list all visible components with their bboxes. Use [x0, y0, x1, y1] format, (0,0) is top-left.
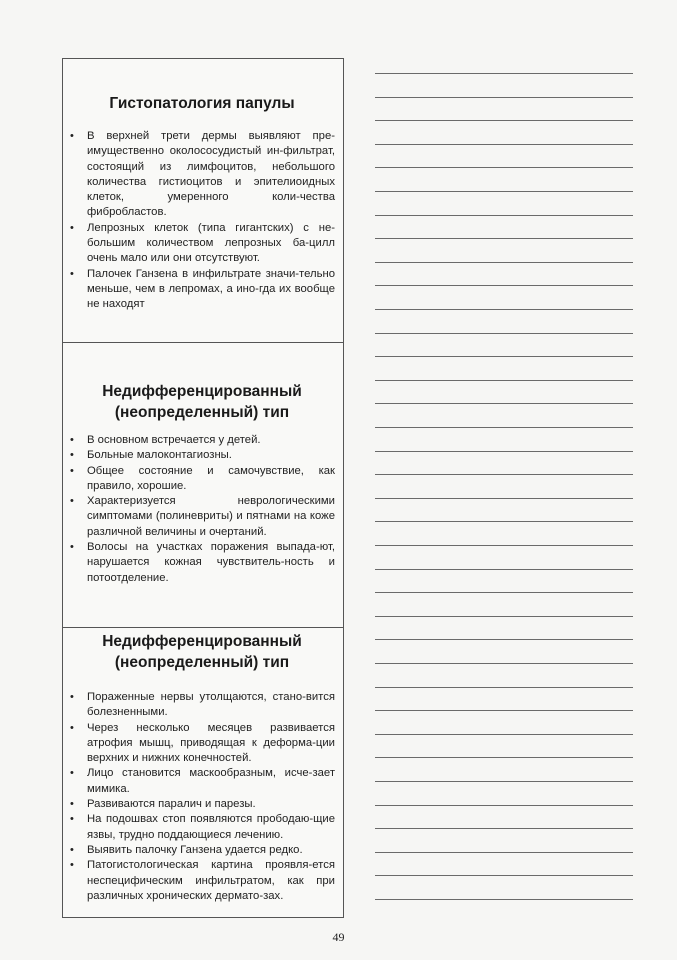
list-item	[69, 221, 335, 267]
ruled-line	[375, 191, 633, 192]
ruled-line	[375, 639, 633, 640]
ruled-line	[375, 521, 633, 522]
bullet-icon: •	[70, 221, 74, 234]
list-item	[69, 129, 335, 221]
ruled-line	[375, 380, 633, 381]
ruled-line	[375, 757, 633, 758]
ruled-line	[375, 356, 633, 357]
ruled-line	[375, 498, 633, 499]
list-item	[69, 494, 335, 540]
list-item-text: Лицо становится маскообразным, исче-зает мимика.	[87, 767, 335, 795]
bullet-icon: •	[70, 267, 74, 280]
list-item-text: На подошвах стоп появляются прободаю-щие язвы, трудно поддающиеся лечению.	[87, 813, 335, 841]
bullet-list	[69, 129, 335, 313]
list-item	[69, 797, 335, 812]
list-item	[69, 267, 335, 313]
bullet-icon: •	[70, 434, 74, 446]
bullet-icon: •	[70, 798, 74, 811]
ruled-line	[375, 663, 633, 664]
ruled-line	[375, 262, 633, 263]
ruled-line	[375, 852, 633, 853]
ruled-line	[375, 285, 633, 286]
ruled-line	[375, 309, 633, 310]
slides-column	[62, 58, 344, 918]
list-item-text: Пораженные нервы утолщаются, стано-вится болезненными.	[87, 691, 335, 719]
ruled-line	[375, 97, 633, 98]
list-item	[69, 812, 335, 843]
list-item-text: Больные малоконтагиозны.	[87, 449, 232, 462]
ruled-line	[375, 73, 633, 74]
list-item-text: Характеризуется неврологическими симптомами (полиневриты) и пятнами на коже различной величины и очертаний.	[87, 495, 335, 538]
ruled-line	[375, 828, 633, 829]
list-item-text: Лепрозных клеток (типа гигантских) с не-большим количеством лепрозных ба-цилл очень мало или они отсутствуют.	[87, 221, 335, 265]
list-item	[69, 433, 335, 448]
list-item	[69, 690, 335, 721]
ruled-line	[375, 474, 633, 475]
ruled-line	[375, 734, 633, 735]
slide-histopathology	[63, 59, 343, 343]
bullet-icon: •	[70, 691, 74, 703]
page-number: 49	[332, 930, 345, 944]
ruled-line	[375, 875, 633, 876]
list-item-text: Через несколько месяцев развивается атрофия мышц, приводящая к деформа-ции верхних и нижних конечностей.	[87, 721, 335, 765]
ruled-line	[375, 616, 633, 617]
list-item-text: Палочек Ганзена в инфильтрате значи-тельно меньше, чем в лепромах, а ино-гда их вообще не находят	[87, 267, 335, 311]
bullet-icon: •	[70, 449, 74, 462]
ruled-line	[375, 215, 633, 216]
ruled-line	[375, 144, 633, 145]
slide-undifferentiated-2	[63, 628, 343, 918]
ruled-line	[375, 238, 633, 239]
ruled-line	[375, 687, 633, 688]
ruled-line	[375, 451, 633, 452]
bullet-icon: •	[70, 541, 74, 554]
ruled-line	[375, 781, 633, 782]
slide-undifferentiated-1	[63, 343, 343, 628]
slide-title: Недифференцированный (неопределенный) тип	[102, 383, 302, 421]
list-item-text: Развиваются паралич и парезы.	[87, 798, 256, 811]
bullet-icon: •	[70, 495, 74, 508]
list-item-text: Общее состояние и самочувствие, как правило, хорошие.	[87, 464, 335, 492]
slide-title: Недифференцированный (неопределенный) тип	[102, 633, 302, 671]
bullet-icon: •	[70, 721, 74, 734]
bullet-icon: •	[70, 130, 74, 142]
bullet-icon: •	[70, 843, 74, 856]
ruled-line	[375, 120, 633, 121]
list-item	[69, 464, 335, 495]
bullet-icon: •	[70, 813, 74, 826]
notes-ruled-lines	[375, 0, 633, 960]
bullet-icon: •	[70, 859, 74, 872]
ruled-line	[375, 569, 633, 570]
ruled-line	[375, 427, 633, 428]
list-item	[69, 448, 335, 463]
ruled-line	[375, 805, 633, 806]
bullet-list	[69, 433, 335, 586]
list-item	[69, 843, 335, 858]
slide-title: Гистопатология папулы	[109, 95, 295, 112]
ruled-line	[375, 592, 633, 593]
ruled-line	[375, 167, 633, 168]
list-item-text: В верхней трети дермы выявляют пре-имущественно околососудистый ин-фильтрат, состоящий из лимфоцитов, небольшого количества гистиоцитов и эпителиоидных клеток, умеренного коли-чества фибробластов.	[87, 130, 335, 219]
ruled-line	[375, 899, 633, 900]
list-item-text: Выявить палочку Ганзена удается редко.	[87, 843, 303, 856]
list-item	[69, 766, 335, 797]
list-item-text: В основном встречается у детей.	[87, 434, 261, 446]
ruled-line	[375, 333, 633, 334]
ruled-line	[375, 545, 633, 546]
ruled-line	[375, 403, 633, 404]
list-item	[69, 721, 335, 767]
bullet-list	[69, 690, 335, 904]
bullet-icon: •	[70, 464, 74, 477]
list-item-text: Волосы на участках поражения выпада-ют, нарушается кожная чувствитель-ность и потоотделение.	[87, 541, 335, 584]
list-item-text: Патогистологическая картина проявля-ется неспецифическим инфильтратом, как при различных хронических дермато-зах.	[87, 859, 335, 902]
bullet-icon: •	[70, 767, 74, 780]
list-item	[69, 540, 335, 586]
ruled-line	[375, 710, 633, 711]
list-item	[69, 858, 335, 904]
